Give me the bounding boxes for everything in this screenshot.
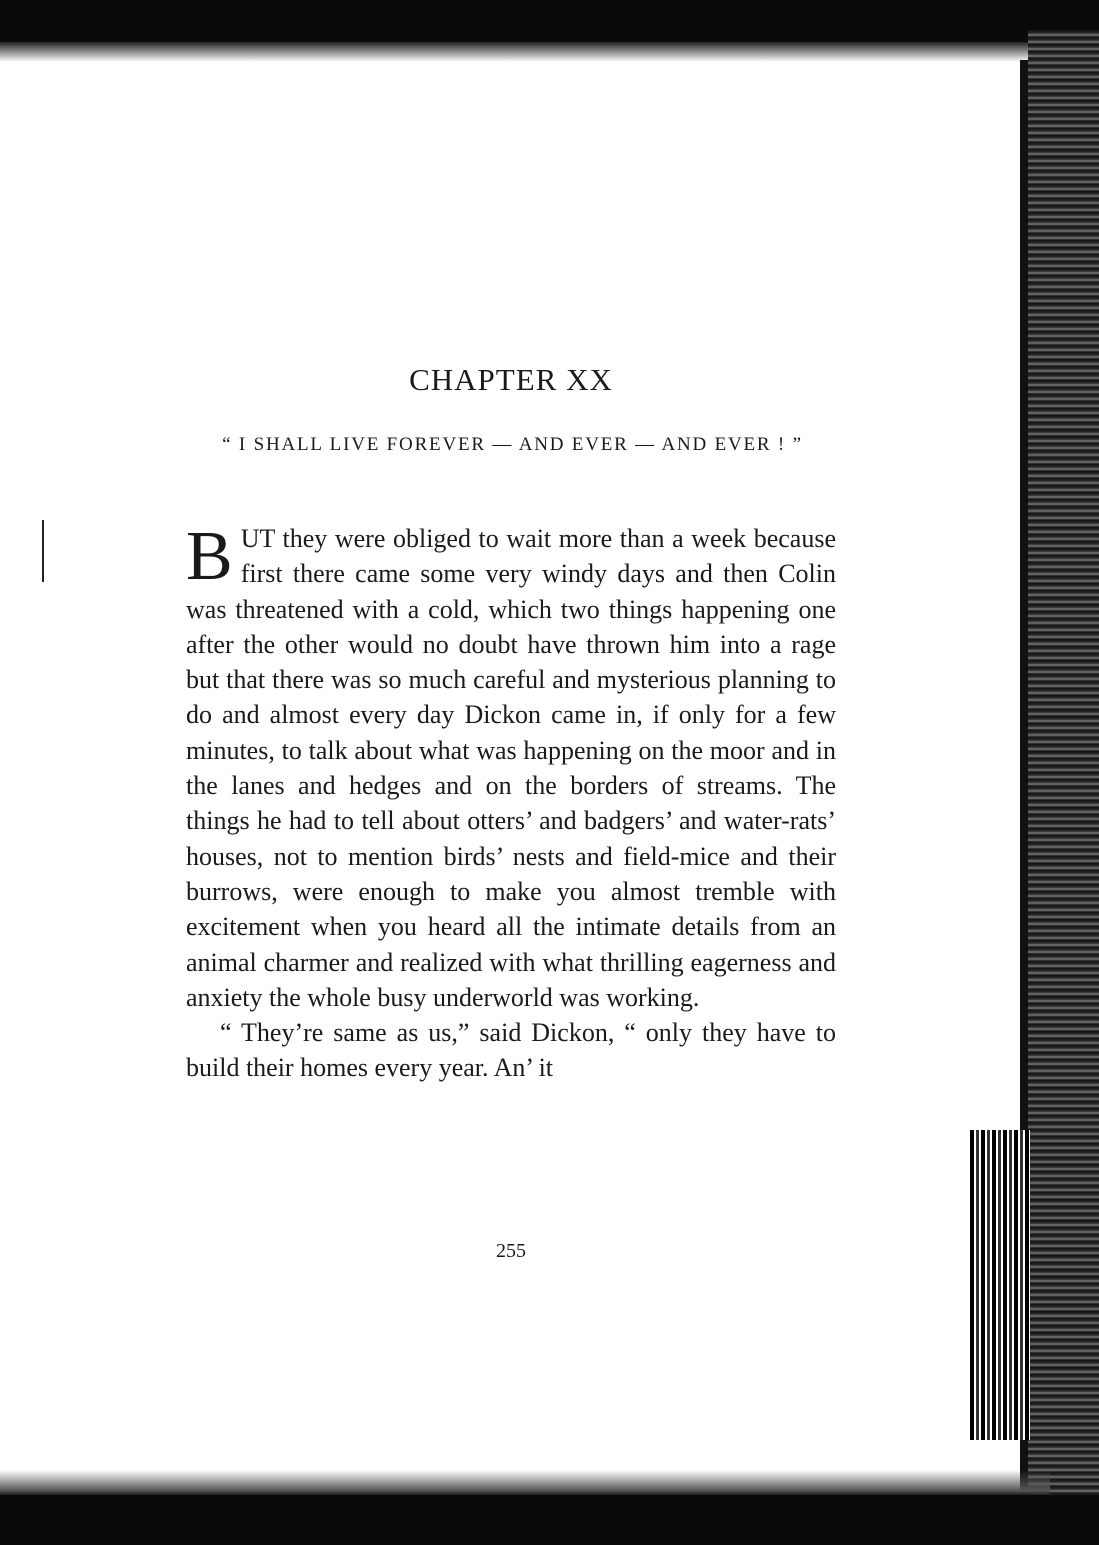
chapter-body [186, 518, 836, 1086]
drop-cap: B [186, 518, 233, 595]
scan-edge-bottom [0, 1495, 1099, 1545]
scan-edge-right [1028, 30, 1099, 1510]
scan-edge-top [0, 0, 1099, 42]
paragraph-2: “ They’re same as us,” said Dickon, “ only they have to build their homes every year. An’ it [186, 1018, 836, 1083]
scan-edge-bottom-shadow [0, 1470, 1050, 1496]
page-number: 255 [496, 1240, 526, 1262]
chapter-title: CHAPTER XX [409, 362, 613, 397]
paragraph-1 [186, 518, 836, 1015]
page-stack-edge [970, 1130, 1030, 1440]
chapter-subtitle: “ I SHALL LIVE FOREVER — AND EVER — AND EVER ! ” [222, 434, 803, 455]
margin-mark [42, 520, 44, 582]
scan-edge-top-shadow [0, 42, 1060, 62]
paragraph-1-text: UT they were obliged to wait more than a week because first there came some very windy days and then Colin was threatened with a cold, which two things happening one after the other would no doubt have thrown him into a rage but that there was so much careful and mysterious planning to do and almost every day Dickon came in, if only for a few minutes, to talk about what was happening on the moor and in the lanes and hedges and on the borders of streams. The things he had to tell about otters’ and badgers’ and water-rats’ houses, not to mention birds’ nests and field-mice and their burrows, were enough to make you almost tremble with excitement when you heard all the intimate details from an animal charmer and realized with what thrilling eagerness and anxiety the whole busy underworld was working. [186, 524, 836, 1012]
